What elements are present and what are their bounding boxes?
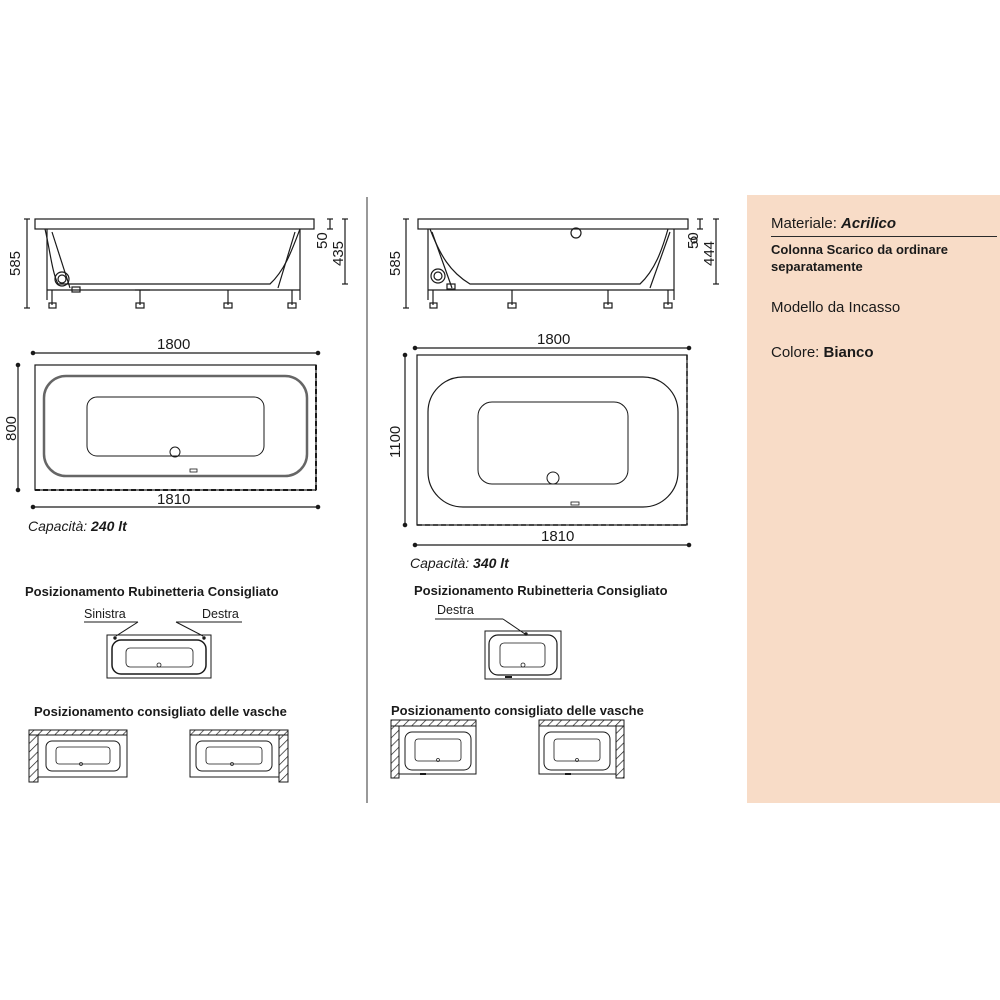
right-faucet-diagram [435,619,561,679]
right-rim-label: 50 [685,232,702,249]
left-faucet-left-label: Sinistra [84,607,126,621]
color-row [771,344,874,361]
left-capacity: Capacità: 240 lt [28,518,127,534]
right-faucet-title: Posizionamento Rubinetteria Consigliato [414,583,668,598]
left-plan-view [16,351,320,509]
model-text: Modello da Incasso [771,299,901,316]
info-separator [771,236,997,237]
left-faucet-diagram [84,622,242,678]
right-capacity: Capacità: 340 lt [410,555,509,571]
left-faucet-title: Posizionamento Rubinetteria Consigliato [25,584,279,599]
left-side-elevation [24,219,348,308]
color-value: Bianco [823,344,874,361]
right-placement-diagram [391,720,624,778]
material-row [771,215,896,232]
left-placement-title: Posizionamento consigliato delle vasche [34,704,287,719]
left-height-total-label: 585 [7,250,24,276]
left-placement-diagram [29,730,288,782]
left-length-top-label: 1800 [157,336,191,353]
left-rim-label: 50 [314,232,331,249]
right-height-total-label: 585 [387,250,404,276]
right-depth-label: 444 [701,240,718,266]
right-faucet-right-label: Destra [437,603,474,617]
left-faucet-right-label: Destra [202,607,239,621]
drain-note: Colonna Scarico da ordinare separatamente [771,242,948,274]
left-depth-label: 435 [330,240,347,266]
left-width-label: 800 [3,415,20,441]
right-placement-title: Posizionamento consigliato delle vasche [391,703,644,718]
info-panel [747,195,1000,803]
right-side-elevation [403,219,719,308]
right-plan-view [403,346,691,547]
right-width-label: 1100 [387,425,404,458]
material-value: Acrilico [841,215,897,232]
right-length-bottom-label: 1810 [541,528,575,545]
right-length-top-label: 1800 [537,331,571,348]
material-label: Materiale: [771,215,837,232]
color-label: Colore: [771,344,820,361]
left-length-bottom-label: 1810 [157,491,191,508]
